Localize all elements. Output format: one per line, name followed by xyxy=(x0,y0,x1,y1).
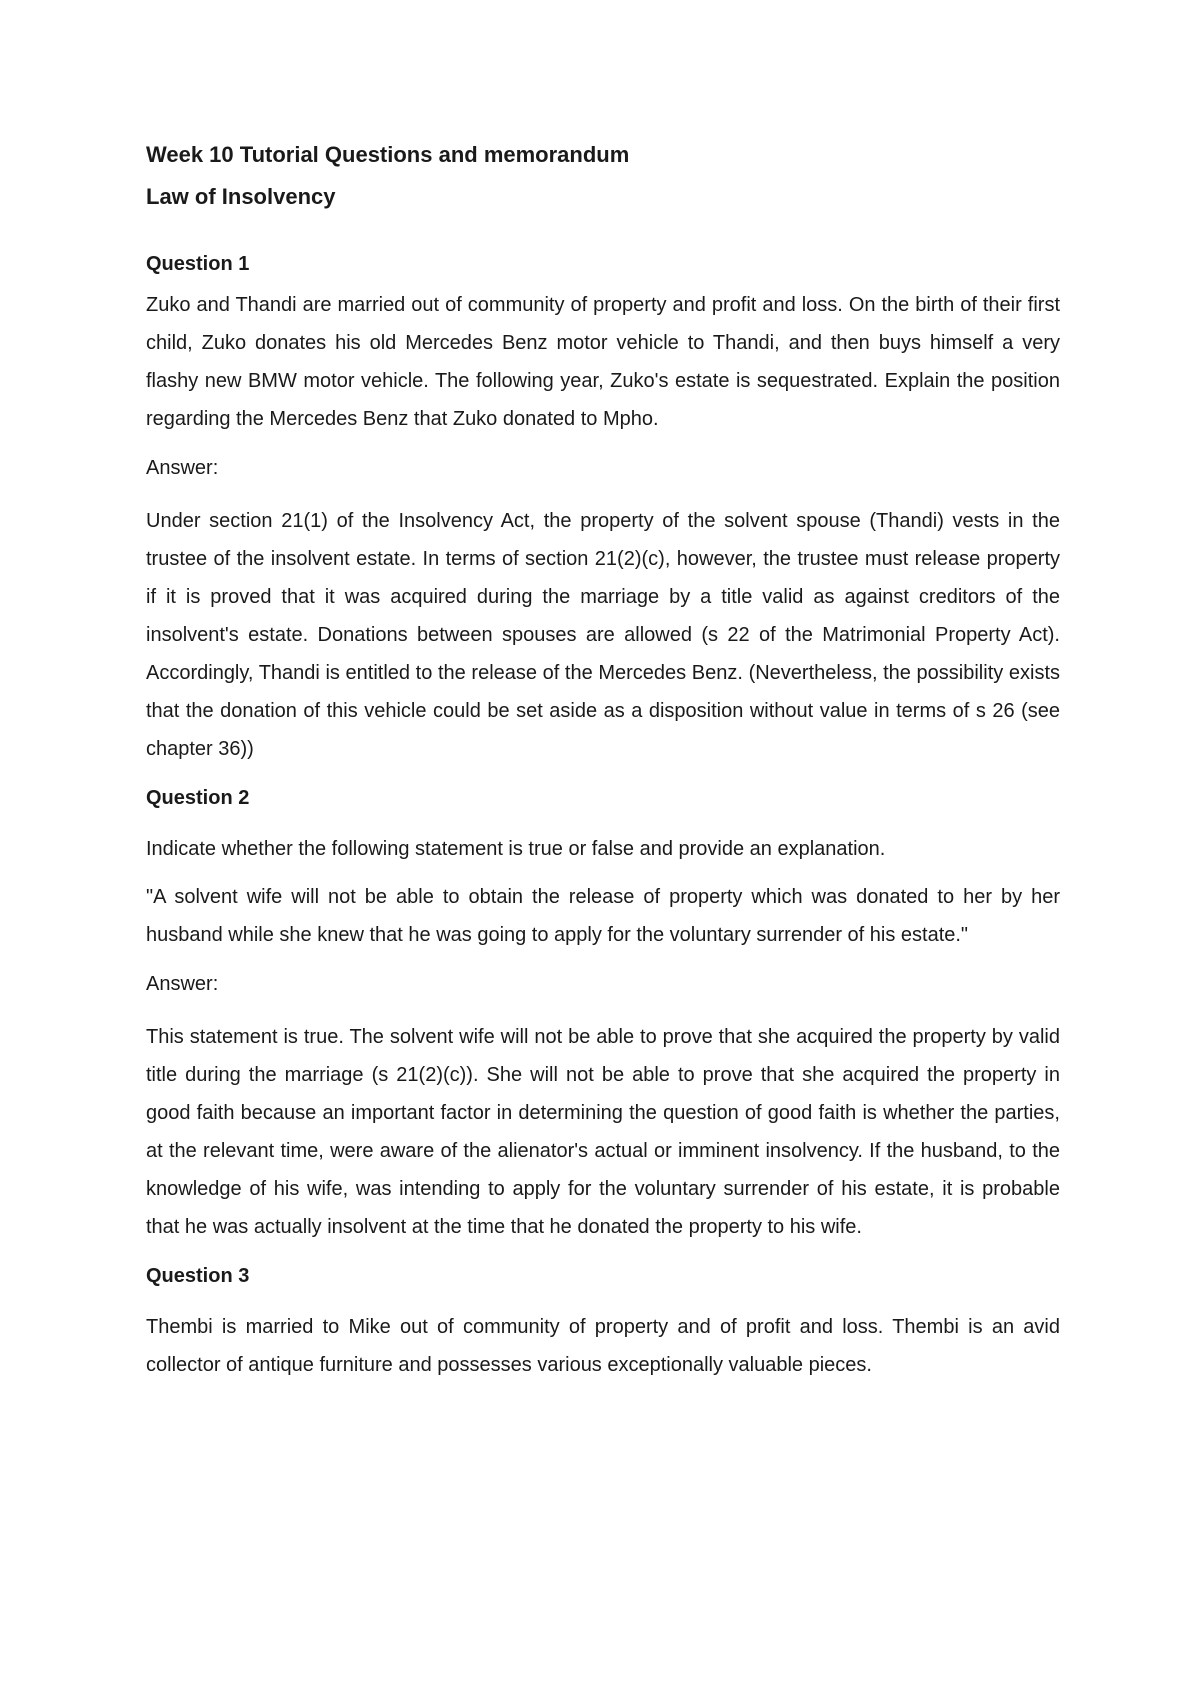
question-1-text: Zuko and Thandi are married out of community of property and profit and loss. On the birth of their first child, Zuko donates his old Mercedes Benz motor vehicle to Thandi, and then buys himself a very flashy new BMW motor vehicle. The following year, Zuko's estate is sequestrated. Explain the position regarding the Mercedes Benz that Zuko donated to Mpho. xyxy=(146,294,1060,430)
question-2-answer-text: This statement is true. The solvent wife will not be able to prove that she acquired the property by valid title during the marriage (s 21(2)(c)). She will not be able to prove that she acquired the property in good faith because an important factor in determining the question of good faith is whether the parties, at the relevant time, were aware of the alienator's actual or imminent insolvency. If the husband, to the knowledge of his wife, was intending to apply for the voluntary surrender of his estate, it is probable that he was actually insolvent at the time that he donated the property to his wife. xyxy=(146,1026,1060,1238)
question-2-instruction: Indicate whether the following statement is true or false and provide an explanation. xyxy=(146,838,886,860)
document-page xyxy=(146,140,1060,1400)
question-3-text: Thembi is married to Mike out of community of property and of profit and loss. Thembi is an avid collector of antique furniture and possesses various exceptionally valuable pieces. xyxy=(146,1316,1060,1376)
document-title: Week 10 Tutorial Questions and memorandum xyxy=(146,142,630,167)
question-2-heading: Question 2 xyxy=(146,787,250,809)
question-1-section xyxy=(146,250,1060,768)
question-1-answer-text: Under section 21(1) of the Insolvency Act, the property of the solvent spouse (Thandi) vests in the trustee of the insolvent estate. In terms of section 21(2)(c), however, the trustee must release property if it is proved that it was acquired during the marriage by a title valid as against creditors of the insolvent's estate. Donations between spouses are allowed (s 22 of the Matrimonial Property Act). Accordingly, Thandi is entitled to the release of the Mercedes Benz. (Nevertheless, the possibility exists that the donation of this vehicle could be set aside as a disposition without value in terms of s 26 (see chapter 36)) xyxy=(146,510,1060,760)
question-2-statement: "A solvent wife will not be able to obtain the release of property which was donated to her by her husband while she knew that he was going to apply for the voluntary surrender of his estate." xyxy=(146,886,1060,946)
question-2-section xyxy=(146,784,1060,1246)
question-3-heading: Question 3 xyxy=(146,1265,250,1287)
question-2-answer-label: Answer: xyxy=(146,973,219,995)
question-1-answer-label: Answer: xyxy=(146,457,219,479)
question-3-section xyxy=(146,1262,1060,1384)
document-subtitle: Law of Insolvency xyxy=(146,184,336,209)
question-1-heading: Question 1 xyxy=(146,253,250,275)
